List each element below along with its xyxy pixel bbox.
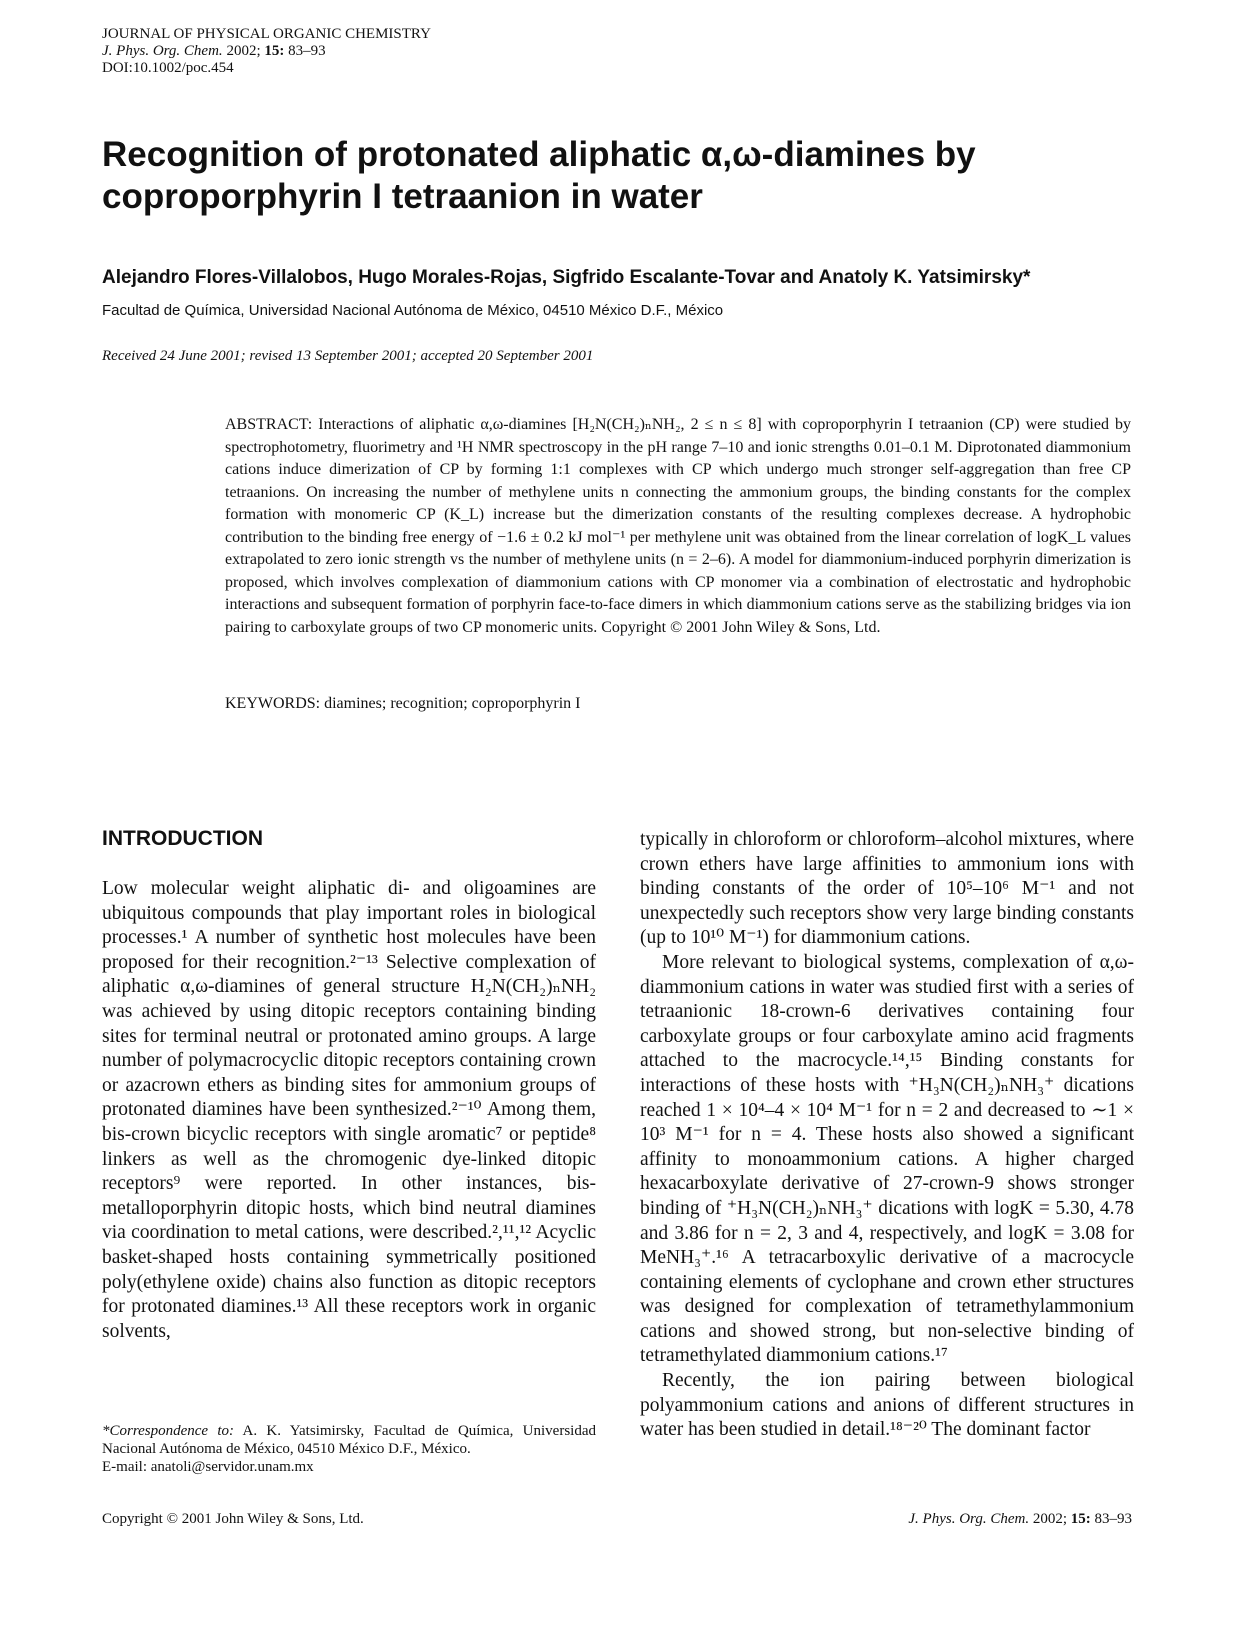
footer-copyright: Copyright © 2001 John Wiley & Sons, Ltd. <box>102 1511 364 1527</box>
footer-citation <box>908 1511 1132 1528</box>
abstract-label: ABSTRACT: <box>225 416 313 433</box>
left-column <box>102 877 596 1344</box>
journal-abbrev: J. Phys. Org. Chem. <box>102 43 223 59</box>
right-column <box>640 828 1134 1443</box>
doi: DOI:10.1002/poc.454 <box>102 60 234 76</box>
received-dates: Received 24 June 2001; revised 13 September 2001; accepted 20 September 2001 <box>102 348 594 364</box>
journal-citation <box>102 43 431 60</box>
correspondence-note <box>102 1422 596 1476</box>
abstract <box>225 414 1131 639</box>
intro-paragraph-4: Recently, the ion pairing between biological polyammonium cations and anions of different structures in water has been studied in detail.¹⁸⁻²⁰ The dominant factor <box>640 1370 1134 1441</box>
abstract-text: Interactions of aliphatic α,ω-diamines [H₂N(CH₂)ₙNH₂, 2 ≤ n ≤ 8] with coproporphyrin I tetraanion (CP) were studied by spectrophotometry, fluorimetry and ¹H NMR spectroscopy in the pH range 7–10 and ionic strengths 0.01–0.1 M. Diprotonated diammonium cations induce dimerization of CP by forming 1:1 complexes with CP which undergo much stronger self-aggregation than free CP tetraanions. On increasing the number of methylene units n connecting the ammonium groups, the binding constants for the complex formation with monomeric CP (K_L) increase but the dimerization constants of the resulting complexes decrease. A hydrophobic contribution to the binding free energy of −1.6 ± 0.2 kJ mol⁻¹ per methylene unit was obtained from the linear correlation of logK_L values extrapolated to zero ionic strength vs the number of methylene units (n = 2–6). A model for diammonium-induced porphyrin dimerization is proposed, which involves complexation of diammonium cations with CP monomer via a combination of electrostatic and hydrophobic interactions and subsequent formation of porphyrin face-to-face dimers in which diammonium cations serve as the stabilizing bridges via ion pairing to carboxylate groups of two CP monomeric units. Copyright © 2001 John Wiley & Sons, Ltd. <box>225 416 1131 636</box>
citation-year: 2002; <box>226 43 261 59</box>
intro-paragraph-3: More relevant to biological systems, complexation of α,ω-diammonium cations in water was studied first with a series of tetraanionic 18-crown-6 derivatives containing four carboxylate groups or four carboxylate amino acid fragments attached to the macrocycle.¹⁴,¹⁵ Binding constants for interactions of these hosts with ⁺H₃N(CH₂)ₙNH₃⁺ dications reached 1 × 10⁴–4 × 10⁴ M⁻¹ for n = 2 and decreased to ∼1 × 10³ M⁻¹ for n = 4. These hosts also showed a significant affinity to monoammonium cations. A higher charged hexacarboxylate derivative of 27-crown-9 shows stronger binding of ⁺H₃N(CH₂)ₙNH₃⁺ dications with logK = 5.30, 4.78 and 3.86 for n = 2, 3 and 4, respectively, and logK = 3.08 for MeNH₃⁺.¹⁶ A tetracarboxylic derivative of a macrocycle containing elements of cyclophane and crown ether structures was designed for complexation of tetramethylammonium cations and showed strong, but non-selective binding of tetramethylated diammonium cations.¹⁷ <box>640 951 1134 1367</box>
affiliation: Facultad de Química, Universidad Nacional Autónoma de México, 04510 México D.F., México <box>102 302 724 319</box>
keywords-text: diamines; recognition; coproporphyrin I <box>324 695 581 712</box>
intro-paragraph-2: typically in chloroform or chloroform–alcohol mixtures, where crown ethers have large affinities to ammonium ions with binding constants of the order of 10⁵–10⁶ M⁻¹ and not unexpectedly such receptors show very large binding constants (up to 10¹⁰ M⁻¹) for diammonium cations. <box>640 829 1134 949</box>
running-header <box>102 26 431 77</box>
footer-year: 2002; <box>1032 1511 1067 1527</box>
citation-pages: 83–93 <box>288 43 326 59</box>
footer-volume: 15: <box>1070 1511 1091 1527</box>
footer-pages: 83–93 <box>1094 1511 1132 1527</box>
section-heading-introduction: INTRODUCTION <box>102 827 263 850</box>
citation-volume: 15: <box>264 43 285 59</box>
correspondence-label: *Correspondence to: <box>102 1423 235 1439</box>
correspondence-text: A. K. Yatsimirsky, Facultad de Química, Universidad Nacional Autónoma de México, 04510 México D.F., México. <box>102 1423 596 1457</box>
author-list: Alejandro Flores-Villalobos, Hugo Morales-Rojas, Sigfrido Escalante-Tovar and Anatoly K. Yatsimirsky* <box>102 267 1031 288</box>
article-title: Recognition of protonated aliphatic α,ω-diamines by coproporphyrin I tetraanion in water <box>102 135 976 216</box>
correspondence-email: E-mail: anatoli@servidor.unam.mx <box>102 1459 314 1475</box>
intro-paragraph-1: Low molecular weight aliphatic di- and oligoamines are ubiquitous compounds that play important roles in biological processes.¹ A number of synthetic host molecules have been proposed for their recognition.²⁻¹³ Selective complexation of aliphatic α,ω-diamines of general structure H₂N(CH₂)ₙNH₂ was achieved by using ditopic receptors containing binding sites for terminal neutral or protonated amino groups. A large number of polymacrocyclic ditopic receptors containing crown or azacrown ethers as binding sites for ammonium groups of protonated diamines have been synthesized.²⁻¹⁰ Among them, bis-crown bicyclic receptors with single aromatic⁷ or peptide⁸ linkers as well as the chromogenic dye-linked ditopic receptors⁹ were reported. In other instances, bis-metalloporphyrin ditopic hosts, which bind neutral diamines via coordination to metal cations, were described.²,¹¹,¹² Acyclic basket-shaped hosts containing symmetrically positioned poly(ethylene oxide) chains also function as ditopic receptors for protonated diamines.¹³ All these receptors work in organic solvents, <box>102 878 596 1342</box>
keywords-label: KEYWORDS: <box>225 695 321 712</box>
footer-journal-abbrev: J. Phys. Org. Chem. <box>908 1511 1030 1527</box>
keywords <box>225 695 581 713</box>
journal-name: JOURNAL OF PHYSICAL ORGANIC CHEMISTRY <box>102 26 431 42</box>
